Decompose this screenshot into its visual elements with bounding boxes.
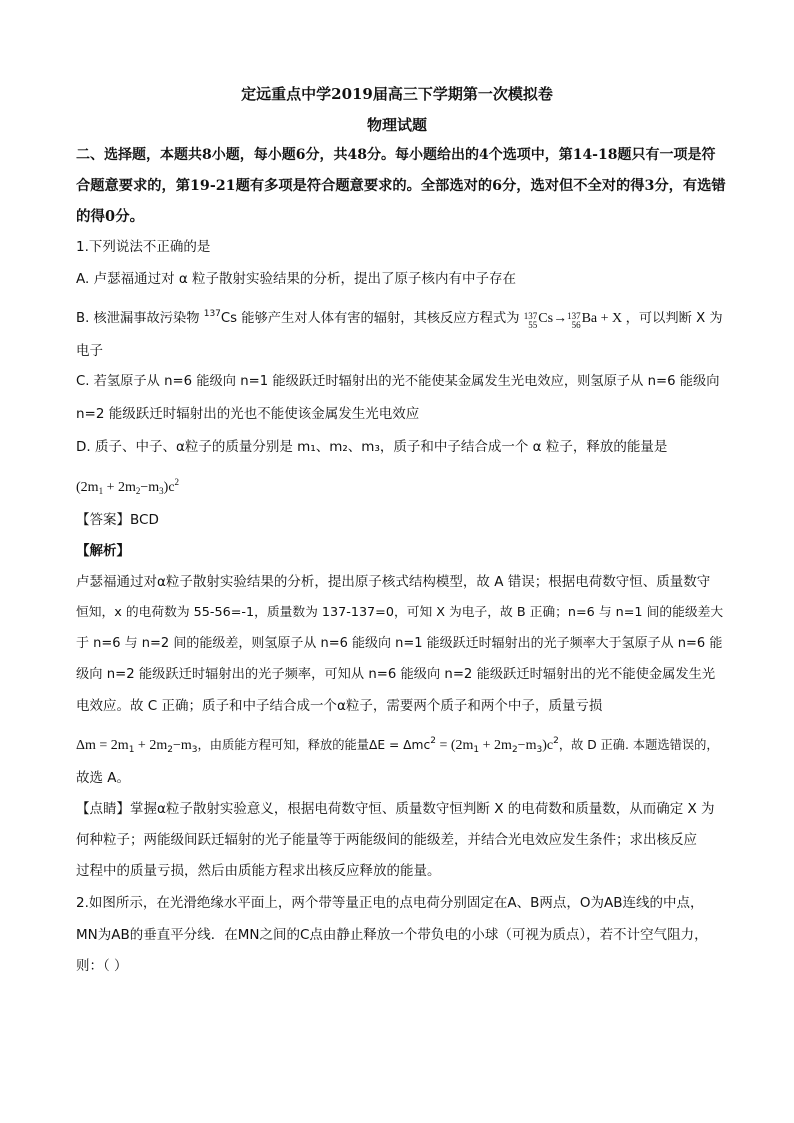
cs-symbol: Cs bbox=[220, 311, 238, 326]
formula-sub: 3 bbox=[191, 745, 198, 755]
nuclear-equation bbox=[523, 311, 626, 330]
q1-option-b bbox=[76, 304, 723, 330]
q2-line3: 则：（ ） bbox=[76, 958, 128, 974]
formula-sup: 2 bbox=[553, 736, 559, 746]
formula-sup: 2 bbox=[174, 477, 180, 487]
formula-part: + 2m bbox=[134, 738, 168, 753]
q1-option-c-line1: C. 若氢原子从 n=6 能级向 n=1 能级跃迁时辐射出的光不能使某金属发生光电效应，则氢原子从 n=6 能级向 bbox=[76, 374, 720, 389]
tip-line2: 何种粒子；两能级间跃迁辐射的光子能量等于两能级间的能级差，并结合光电效应发生条件；求出核反应 bbox=[76, 832, 697, 848]
section-instructions-line3: 的得0分。 bbox=[76, 208, 145, 225]
formula-text: ，由质能方程可知，释放的能量ΔE = Δmc bbox=[197, 738, 431, 752]
formula-part: −m bbox=[172, 738, 192, 753]
ba-mass-number: 137 bbox=[567, 311, 581, 321]
formula-sup: 2 bbox=[430, 736, 436, 746]
q1-option-a: A. 卢瑟福通过对 α 粒子散射实验结果的分析，提出了原子核内有中子存在 bbox=[76, 271, 517, 287]
cs-mass-number: 137 bbox=[523, 311, 538, 321]
analysis-line5: 电效应。故 C 正确；质子和中子结合成一个α粒子，需要两个质子和两个中子，质量亏损 bbox=[76, 698, 603, 714]
q1-stem: 1.下列说法不正确的是 bbox=[76, 239, 211, 255]
formula-part: Δm = 2m bbox=[76, 738, 129, 753]
q1-option-d-formula bbox=[76, 472, 179, 501]
analysis-line6 bbox=[76, 731, 719, 760]
section-instructions-line1: 二、选择题，本题共8小题，每小题6分，共48分。每小题给出的4个选项中，第14-18题只有一项是符 bbox=[76, 147, 716, 163]
analysis-line2: 恒知，x 的电荷数为 55-56=-1，质量数为 137-137=0，可知 X 为电子，故 B 正确；n=6 与 n=1 间的能级差大 bbox=[76, 605, 724, 620]
formula-part: = (2m bbox=[435, 738, 474, 753]
cs-isotope-mass: 137 bbox=[203, 309, 221, 319]
q1-option-b-suffix: ，可以判断 X 为 bbox=[625, 311, 723, 326]
analysis-line4: 级向 n=2 能级跃迁时辐射出的光子频率，可知从 n=6 能级向 n=2 能级跃迁时辐射出的光不能使金属发生光 bbox=[76, 667, 716, 682]
tip-line1: 【点睛】掌握α粒子散射实验意义，根据电荷数守恒、质量数守恒判断 X 的电荷数和质量数，从而确定 X 为 bbox=[76, 801, 715, 817]
q2-line2: MN为AB的垂直平分线．在MN之间的C点由静止释放一个带负电的小球（可视为质点），若不计空气阻力， bbox=[76, 927, 708, 943]
formula-part: )c bbox=[163, 480, 175, 495]
formula-sub: 2 bbox=[167, 745, 173, 755]
formula-part: )c bbox=[542, 738, 554, 753]
section-instructions-line2: 合题意要求的，第19-21题有多项是符合题意要求的。全部选对的6分，选对但不全对的得3分，有选错 bbox=[76, 178, 726, 194]
eq-cs-symbol: Cs bbox=[538, 311, 554, 326]
tip-line3: 过程中的质量亏损，然后由质能方程求出核反应释放的能量。 bbox=[76, 863, 441, 879]
q1-option-d-line1: D. 质子、中子、α粒子的质量分别是 m₁、m₂、m₃，质子和中子结合成一个 α 粒子，释放的能量是 bbox=[76, 439, 668, 455]
formula-sub: 2 bbox=[511, 745, 518, 755]
q1-option-b-middle: 能够产生对人体有害的辐射，其核反应方程式为 bbox=[241, 311, 520, 326]
formula-part: −m bbox=[517, 738, 537, 753]
page-title: 定远重点中学2019届高三下学期第一次模拟卷 bbox=[241, 85, 553, 103]
q1-option-b-prefix: B. 核泄漏事故污染物 bbox=[76, 311, 200, 326]
analysis-line1: 卢瑟福通过对α粒子散射实验结果的分析，提出原子核式结构模型，故 A 错误；根据电荷数守恒、质量数守 bbox=[76, 574, 711, 590]
formula-part: (2m bbox=[76, 480, 99, 495]
formula-sub: 3 bbox=[536, 745, 543, 755]
eq-ba-symbol: Ba + X bbox=[581, 311, 623, 326]
formula-text: ，故 D 正确. 本题选错误的， bbox=[558, 738, 719, 752]
subject-title: 物理试题 bbox=[366, 116, 427, 134]
formula-sub: 1 bbox=[128, 745, 135, 755]
q1-option-c-line2: n=2 能级跃迁时辐射出的光也不能使该金属发生光电效应 bbox=[76, 406, 420, 422]
analysis-line3: 于 n=6 与 n=2 间的能级差，则氢原子从 n=6 能级向 n=1 能级跃迁时辐射出的光子频率大于氢原子从 n=6 能 bbox=[76, 636, 723, 651]
formula-sub: 2 bbox=[135, 486, 141, 496]
formula-sub: 1 bbox=[98, 486, 104, 496]
arrow-symbol: → bbox=[553, 311, 568, 326]
q1-analysis-label: 【解析】 bbox=[76, 543, 130, 559]
cs-atomic-number: 55 bbox=[528, 320, 538, 330]
q2-line1: 2.如图所示，在光滑绝缘水平面上，两个带等量正电的点电荷分别固定在A、B两点，O为AB连线的中点， bbox=[76, 895, 704, 911]
formula-sub: 1 bbox=[473, 745, 480, 755]
analysis-line7: 故选 A。 bbox=[76, 770, 131, 786]
formula-sub: 3 bbox=[159, 486, 164, 496]
ba-atomic-number: 56 bbox=[571, 320, 581, 330]
formula-part: + 2m bbox=[103, 480, 136, 495]
formula-part: −m bbox=[140, 480, 160, 495]
q1-option-b-cont: 电子 bbox=[76, 343, 103, 359]
q1-answer: 【答案】BCD bbox=[76, 512, 159, 528]
formula-part: + 2m bbox=[479, 738, 512, 753]
